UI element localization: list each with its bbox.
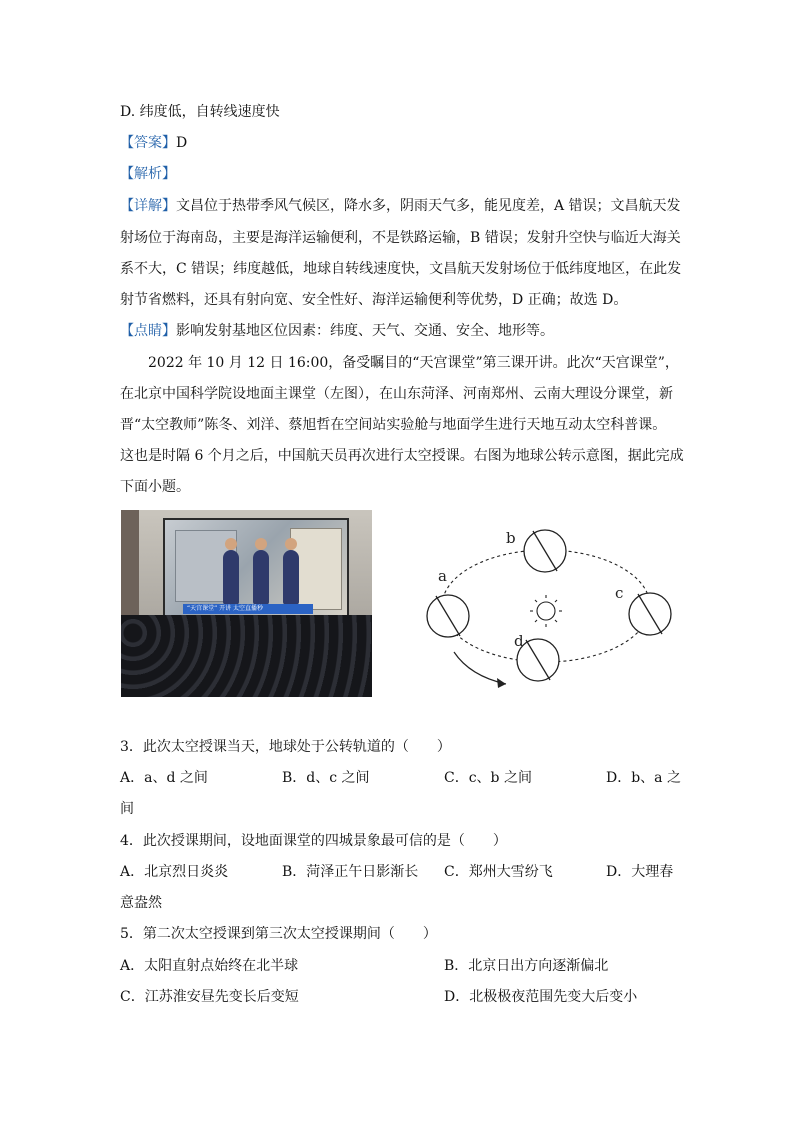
prev-option-d: D. 纬度低，自转线速度快: [120, 104, 280, 120]
label-a: a: [438, 567, 447, 585]
question-3-option-a: A．a、d 之间: [120, 770, 208, 786]
highlight-text: 影响发射基地区位因素：纬度、天气、交通、安全、地形等。: [176, 323, 554, 339]
answer-line: [120, 133, 187, 153]
detail-label: 【详解】: [120, 198, 176, 214]
earth-position-a: [427, 595, 469, 637]
answer-value: D: [176, 135, 188, 151]
detail-text-1: 文昌位于热带季风气候区，降水多，阴雨天气多，能见度差，A 错误；文昌航天发: [176, 198, 681, 214]
answer-label: 【答案】: [120, 135, 176, 151]
question-3-option-d: D．b、a 之: [606, 770, 681, 786]
question-4-option-a: A．北京烈日炎炎: [120, 864, 229, 880]
question-5-stem: 5．第二次太空授课到第三次太空授课期间（ ）: [120, 926, 437, 942]
photo-astronaut-1: [223, 550, 239, 605]
passage-line-1: 2022 年 10 月 12 日 16:00，备受瞩目的“天宫课堂”第三课开讲。此次“天宫课堂”，: [148, 355, 679, 371]
photo-astronaut-3: [283, 550, 299, 605]
question-5-option-d: D．北极极夜范围先变大后变小: [444, 989, 638, 1005]
label-d: d: [514, 632, 524, 650]
photo-banner-text: “天宫课堂” 开讲 太空直播秒: [187, 605, 264, 612]
question-4-option-c: C．郑州大雪纷飞: [444, 864, 553, 880]
question-3-option-c: C．c、b 之间: [444, 770, 532, 786]
question-3-stem: 3．此次太空授课当天，地球处于公转轨道的（ ）: [120, 739, 451, 755]
question-5-option-b: B．北京日出方向逐渐偏北: [444, 958, 609, 974]
highlight-label: 【点睛】: [120, 323, 176, 339]
earth-revolution-diagram: [418, 518, 678, 698]
detail-line-1: [120, 196, 681, 216]
passage-line-5: 下面小题。: [120, 479, 190, 495]
analysis-label: 【解析】: [120, 166, 176, 182]
passage-line-2: 在北京中国科学院设地面主课堂（左图），在山东菏泽、河南郑州、云南大理设分课堂，新: [120, 386, 673, 402]
question-3-option-b: B．d、c 之间: [282, 770, 370, 786]
question-4-stem: 4．此次授课期间，设地面课堂的四城景象最可信的是（ ）: [120, 833, 507, 849]
question-4-option-b: B．菏泽正午日影渐长: [282, 864, 419, 880]
photo-astronaut-2: [253, 550, 269, 605]
earth-position-b: [524, 530, 566, 572]
label-b: b: [506, 529, 516, 547]
detail-line-2: 射场位于海南岛，主要是海洋运输便利，不是铁路运输，B 错误；发射升空快与临近大海关: [120, 230, 681, 246]
passage-line-4: 这也是时隔 6 个月之后，中国航天员再次进行太空授课。右图为地球公转示意图，据此完成: [120, 448, 684, 464]
earth-position-c: [629, 593, 671, 635]
highlight-line: [120, 321, 554, 341]
question-4-option-d: D．大理春: [606, 864, 674, 880]
sun-icon: [530, 595, 562, 627]
photo-banner: [183, 604, 313, 614]
photo-student-crowd: [121, 615, 372, 697]
question-4-option-d-wrap: 意盎然: [120, 895, 162, 911]
classroom-photo: [121, 510, 372, 697]
question-3-option-d-wrap: 间: [120, 801, 134, 817]
question-5-option-a: A．太阳直射点始终在北半球: [120, 958, 299, 974]
revolution-direction-arrow-icon: [454, 652, 506, 688]
label-c: c: [615, 584, 624, 602]
question-5-option-c: C．江苏淮安昼先变长后变短: [120, 989, 299, 1005]
detail-line-3: 系不大，C 错误；纬度越低，地球自转线速度快，文昌航天发射场位于低纬度地区，在此发: [120, 261, 682, 277]
passage-line-3: 晋“太空教师”陈冬、刘洋、蔡旭哲在空间站实验舱与地面学生进行天地互动太空科普课。: [120, 417, 667, 433]
detail-line-4: 射节省燃料，还具有射向宽、安全性好、海洋运输便利等优势，D 正确；故选 D。: [120, 292, 628, 308]
photo-projection-screen: [163, 518, 349, 622]
